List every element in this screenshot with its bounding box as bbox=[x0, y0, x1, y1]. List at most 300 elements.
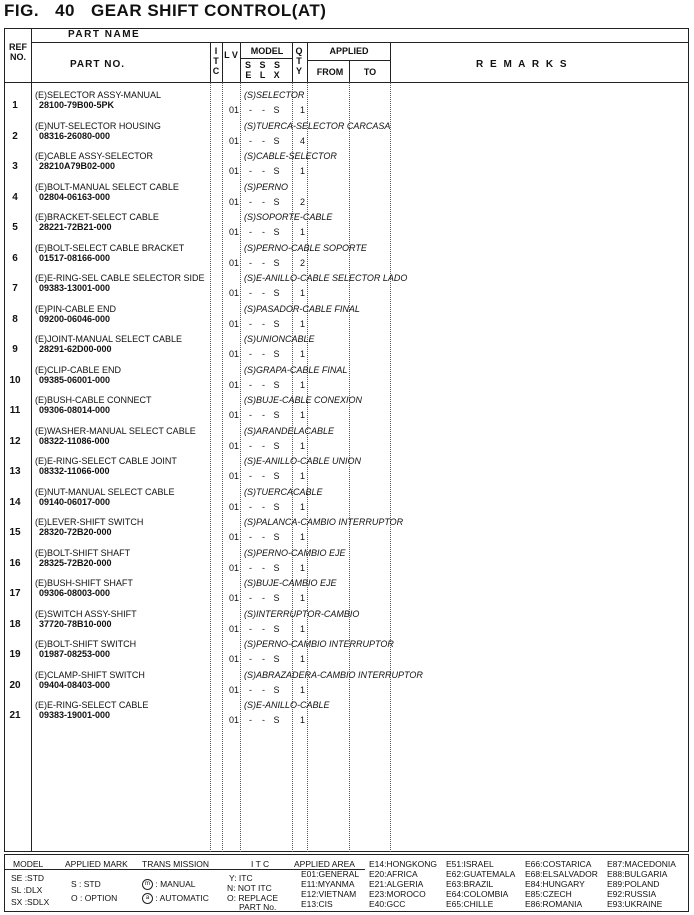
model-se: - bbox=[249, 532, 252, 542]
level-value: 01 bbox=[229, 288, 240, 298]
part-number: 09404-08403-000 bbox=[39, 679, 111, 690]
part-name: (E)NUT-MANUAL SELECT CABLE bbox=[35, 486, 175, 497]
table-row bbox=[4, 275, 689, 305]
model-se: - bbox=[249, 288, 252, 298]
ref-number: 11 bbox=[9, 405, 21, 416]
model-se: - bbox=[249, 105, 252, 115]
model-se: - bbox=[249, 562, 252, 573]
table-row bbox=[4, 547, 689, 580]
ref-number: 2 bbox=[12, 130, 18, 142]
model-applicability bbox=[244, 471, 283, 481]
legend-itc-header: I T C bbox=[251, 859, 270, 869]
model-sx: S bbox=[273, 532, 280, 542]
spanish-name: (S)PERNO-CAMBIO INTERRUPTOR bbox=[244, 639, 394, 649]
automatic-mark-icon: a bbox=[142, 893, 153, 904]
table-row bbox=[4, 153, 689, 183]
table-row bbox=[4, 669, 689, 702]
quantity: 2 bbox=[300, 257, 306, 268]
quantity: 1 bbox=[300, 562, 306, 573]
model-se: - bbox=[249, 654, 252, 664]
table-row bbox=[4, 702, 689, 732]
model-sl: - bbox=[262, 562, 265, 573]
quantity: 1 bbox=[300, 105, 306, 115]
model-applicability bbox=[244, 593, 283, 603]
fig-title: GEAR SHIFT CONTROL(AT) bbox=[90, 1, 327, 20]
divider bbox=[390, 42, 391, 82]
ref-number: 15 bbox=[9, 527, 21, 538]
legend-area-item: E51:ISRAEL bbox=[446, 859, 494, 869]
spanish-name: (S)INTERRUPTOR-CAMBIO bbox=[244, 608, 360, 619]
part-number: 09306-08003-000 bbox=[39, 588, 111, 598]
model-sx: S bbox=[273, 379, 280, 390]
model-applicability bbox=[244, 349, 283, 359]
table-row bbox=[4, 458, 689, 488]
part-name: (E)BUSH-SHIFT SHAFT bbox=[35, 578, 133, 588]
level-value: 01 bbox=[229, 227, 240, 237]
model-se: - bbox=[249, 623, 252, 634]
part-name: (E)E-RING-SELECT CABLE bbox=[35, 700, 149, 710]
quantity: 1 bbox=[300, 654, 306, 664]
ref-number: 1 bbox=[12, 100, 18, 111]
model-sl: - bbox=[262, 654, 265, 664]
model-applicability bbox=[244, 563, 283, 573]
quantity: 1 bbox=[300, 715, 306, 725]
spanish-name: (S)E-ANILLO-CABLE SELECTOR LADO bbox=[244, 273, 408, 283]
level-value: 01 bbox=[229, 593, 240, 603]
legend-area-item: E65:CHILLE bbox=[446, 899, 494, 909]
legend-mark-std: S : STD bbox=[71, 879, 101, 889]
model-sx: S bbox=[273, 593, 280, 603]
divider bbox=[240, 42, 241, 82]
model-se: - bbox=[249, 166, 252, 176]
part-name: (E)WASHER-MANUAL SELECT CABLE bbox=[35, 425, 196, 436]
model-sx: S bbox=[273, 166, 280, 176]
part-number: 28320-72B20-000 bbox=[39, 527, 112, 537]
model-se: - bbox=[249, 196, 252, 207]
lv-header: L V bbox=[224, 50, 238, 60]
legend-area-item: E93:UKRAINE bbox=[607, 899, 663, 909]
model-applicability bbox=[244, 166, 283, 176]
legend-itc-2: O: REPLACE bbox=[227, 893, 279, 903]
part-number: 09383-19001-000 bbox=[39, 710, 111, 720]
part-no-header: PART NO. bbox=[70, 59, 126, 70]
divider bbox=[4, 82, 689, 83]
level-value: 01 bbox=[229, 135, 240, 146]
legend-area-item: E92:RUSSIA bbox=[607, 889, 657, 899]
model-sx: S bbox=[273, 684, 280, 695]
model-sx: S bbox=[273, 105, 280, 115]
from-header: FROM bbox=[316, 67, 344, 77]
model-sx: S bbox=[273, 440, 280, 451]
quantity: 1 bbox=[300, 318, 306, 329]
legend-area-item: E89:POLAND bbox=[607, 879, 660, 889]
divider bbox=[240, 58, 292, 59]
ref-number: 10 bbox=[9, 374, 21, 386]
model-applicability bbox=[244, 532, 283, 542]
quantity: 1 bbox=[300, 227, 306, 237]
spanish-name: (S)PERNO-CABLE SOPORTE bbox=[244, 242, 367, 253]
table-row bbox=[4, 181, 689, 214]
model-sl: - bbox=[262, 440, 265, 451]
model-sl: - bbox=[262, 288, 265, 298]
model-sl: - bbox=[262, 501, 265, 512]
table-row bbox=[4, 92, 689, 122]
table-row bbox=[4, 641, 689, 671]
legend-area-item: E20:AFRICA bbox=[369, 869, 418, 879]
legend-trans-manual bbox=[142, 879, 196, 890]
legend-itc-0: Y: ITC bbox=[229, 873, 253, 883]
remarks-header: R E M A R K S bbox=[476, 59, 569, 70]
ref-number: 4 bbox=[12, 191, 18, 203]
legend bbox=[4, 854, 689, 912]
part-number: 08316-26080-000 bbox=[39, 130, 111, 141]
fig-number: 40 bbox=[55, 1, 75, 20]
legend-area-item: E85:CZECH bbox=[525, 889, 572, 899]
part-number: 09385-06001-000 bbox=[39, 374, 111, 385]
spanish-name: (S)E-ANILLO-CABLE bbox=[244, 700, 330, 710]
quantity: 1 bbox=[300, 593, 306, 603]
ref-number: 19 bbox=[9, 649, 21, 660]
spanish-name: (S)TUERCACABLE bbox=[244, 486, 323, 497]
model-se: - bbox=[249, 471, 252, 481]
part-number: 08332-11066-000 bbox=[39, 466, 110, 476]
model-se: - bbox=[249, 440, 252, 451]
table-row bbox=[4, 336, 689, 366]
quantity: 1 bbox=[300, 623, 306, 634]
part-name: (E)SWITCH ASSY-SHIFT bbox=[35, 608, 137, 619]
model-sx: S bbox=[273, 654, 280, 664]
model-sx: S bbox=[273, 227, 280, 237]
model-sx: S bbox=[273, 501, 280, 512]
quantity: 1 bbox=[300, 684, 306, 695]
legend-area-item: E63:BRAZIL bbox=[446, 879, 494, 889]
model-sl: - bbox=[262, 349, 265, 359]
quantity: 2 bbox=[300, 196, 306, 207]
model-sx: S bbox=[273, 318, 280, 329]
spanish-name: (S)PASADOR-CABLE FINAL bbox=[244, 303, 360, 314]
manual-mark-icon: m bbox=[142, 879, 153, 890]
model-sx: S bbox=[273, 135, 280, 146]
part-name: (E)E-RING-SEL CABLE SELECTOR SIDE bbox=[35, 273, 205, 283]
ref-number: 17 bbox=[9, 588, 21, 599]
level-value: 01 bbox=[229, 349, 240, 359]
legend-area-item: E12:VIETNAM bbox=[301, 889, 357, 899]
part-number: 09383-13001-000 bbox=[39, 283, 111, 293]
ref-number: 12 bbox=[9, 435, 21, 447]
level-value: 01 bbox=[229, 379, 240, 390]
legend-area-item: E86:ROMANIA bbox=[525, 899, 583, 909]
ref-number: 18 bbox=[9, 618, 21, 630]
ref-number: 20 bbox=[9, 679, 21, 691]
ref-number: 13 bbox=[9, 466, 21, 477]
part-number: 01987-08253-000 bbox=[39, 649, 111, 659]
model-sl: - bbox=[262, 166, 265, 176]
quantity: 1 bbox=[300, 471, 306, 481]
model-applicability bbox=[244, 319, 283, 329]
model-sl: - bbox=[262, 715, 265, 725]
model-se: - bbox=[249, 227, 252, 237]
model-sx: S bbox=[273, 715, 280, 725]
part-name: (E)SELECTOR ASSY-MANUAL bbox=[35, 90, 162, 100]
model-se: - bbox=[249, 135, 252, 146]
model-applicability bbox=[244, 288, 283, 298]
ref-number: 9 bbox=[12, 344, 18, 355]
spanish-name: (S)CABLE-SELECTOR bbox=[244, 151, 337, 161]
legend-itc-3: PART No. bbox=[239, 902, 277, 912]
model-se: - bbox=[249, 349, 252, 359]
part-name: (E)CLAMP-SHIFT SWITCH bbox=[35, 669, 145, 680]
spanish-name: (S)UNIONCABLE bbox=[244, 334, 315, 344]
legend-area-item: E01:GENERAL bbox=[301, 869, 360, 879]
level-value: 01 bbox=[229, 623, 240, 634]
ref-number: 3 bbox=[12, 161, 18, 172]
spanish-name: (S)SELECTOR bbox=[244, 90, 305, 100]
model-applicability bbox=[244, 227, 283, 237]
model-se: - bbox=[249, 501, 252, 512]
model-sx: S bbox=[273, 196, 280, 207]
quantity: 1 bbox=[300, 532, 306, 542]
legend-model-2: SX :SDLX bbox=[11, 897, 50, 907]
model-applicability bbox=[244, 502, 283, 512]
model-sx: S bbox=[273, 471, 280, 481]
fig-label: FIG. bbox=[4, 1, 40, 20]
spanish-name: (S)BUJE-CABLE CONEXION bbox=[244, 395, 363, 405]
model-sl: - bbox=[262, 196, 265, 207]
spanish-name: (S)PERNO bbox=[244, 181, 289, 192]
part-name: (E)BOLT-MANUAL SELECT CABLE bbox=[35, 181, 179, 192]
model-sx: S bbox=[273, 410, 280, 420]
level-value: 01 bbox=[229, 257, 240, 268]
part-name: (E)CLIP-CABLE END bbox=[35, 364, 122, 375]
level-value: 01 bbox=[229, 105, 240, 115]
model-se: - bbox=[249, 715, 252, 725]
itc-header: I T C bbox=[212, 46, 220, 76]
ref-number: 7 bbox=[12, 283, 18, 294]
part-name: (E)BOLT-SHIFT SHAFT bbox=[35, 547, 131, 558]
legend-model-0: SE :STD bbox=[11, 873, 45, 883]
level-value: 01 bbox=[229, 562, 240, 573]
model-applicability bbox=[244, 258, 283, 268]
spanish-name: (S)TUERCA-SELECTOR CARCASA bbox=[244, 120, 391, 131]
table-row bbox=[4, 364, 689, 397]
spanish-name: (S)PERNO-CAMBIO EJE bbox=[244, 547, 346, 558]
model-se: - bbox=[249, 318, 252, 329]
model-applicability bbox=[244, 380, 283, 390]
part-number: 28221-72B21-000 bbox=[39, 222, 112, 232]
level-value: 01 bbox=[229, 166, 240, 176]
quantity: 1 bbox=[300, 349, 306, 359]
model-sx: S bbox=[273, 562, 280, 573]
model-sl: - bbox=[262, 410, 265, 420]
part-number: 37720-78B10-000 bbox=[39, 618, 112, 629]
quantity: 1 bbox=[300, 166, 306, 176]
part-name: (E)LEVER-SHIFT SWITCH bbox=[35, 517, 144, 527]
part-name: (E)JOINT-MANUAL SELECT CABLE bbox=[35, 334, 183, 344]
legend-area-item: E23:MOROCO bbox=[369, 889, 426, 899]
model-applicability bbox=[244, 441, 283, 451]
part-name: (E)BUSH-CABLE CONNECT bbox=[35, 395, 152, 405]
ref-number: 16 bbox=[9, 557, 21, 569]
table-row bbox=[4, 214, 689, 244]
table-row bbox=[4, 519, 689, 549]
spanish-name: (S)PALANCA-CAMBIO INTERRUPTOR bbox=[244, 517, 404, 527]
table-row bbox=[4, 242, 689, 275]
part-name: (E)BRACKET-SELECT CABLE bbox=[35, 212, 159, 222]
model-se: - bbox=[249, 593, 252, 603]
legend-area-header: APPLIED AREA bbox=[294, 859, 355, 869]
table-row bbox=[4, 120, 689, 153]
part-number: 09306-08014-000 bbox=[39, 405, 111, 415]
level-value: 01 bbox=[229, 715, 240, 725]
model-applicability bbox=[244, 715, 283, 725]
legend-area-item: E87:MACEDONIA bbox=[607, 859, 676, 869]
part-name-header: PART NAME bbox=[68, 29, 141, 40]
part-name: (E)E-RING-SELECT CABLE JOINT bbox=[35, 456, 177, 466]
model-sl: - bbox=[262, 471, 265, 481]
level-value: 01 bbox=[229, 654, 240, 664]
model-se: - bbox=[249, 410, 252, 420]
spanish-name: (S)BUJE-CAMBIO EJE bbox=[244, 578, 337, 588]
qty-header: Q T Y bbox=[295, 46, 303, 76]
model-sl: - bbox=[262, 105, 265, 115]
model-applicability bbox=[244, 654, 283, 664]
model-applicability bbox=[244, 410, 283, 420]
legend-mark-option: O : OPTION bbox=[71, 893, 118, 903]
part-number: 01517-08166-000 bbox=[39, 252, 111, 263]
part-name: (E)NUT-SELECTOR HOUSING bbox=[35, 120, 161, 131]
model-applicability bbox=[244, 685, 283, 695]
legend-itc-1: N: NOT ITC bbox=[227, 883, 272, 893]
legend-trans-auto-label: : AUTOMATIC bbox=[155, 893, 209, 903]
model-sl: - bbox=[262, 684, 265, 695]
legend-area-item: E66:COSTARICA bbox=[525, 859, 592, 869]
model-sx: S bbox=[273, 257, 280, 268]
part-name: (E)PIN-CABLE END bbox=[35, 303, 117, 314]
model-cols-header: S S S E L X bbox=[244, 60, 283, 80]
legend-area-item: E62:GUATEMALA bbox=[446, 869, 516, 879]
spanish-name: (S)E-ANILLO-CABLE UNION bbox=[244, 456, 362, 466]
legend-applied-mark-header: APPLIED MARK bbox=[65, 859, 128, 869]
legend-model-header: MODEL bbox=[13, 859, 44, 869]
table-row bbox=[4, 608, 689, 641]
spanish-name: (S)ABRAZADERA-CAMBIO INTERRUPTOR bbox=[244, 669, 423, 680]
ref-number: 8 bbox=[12, 313, 18, 325]
part-name: (E)BOLT-SHIFT SWITCH bbox=[35, 639, 137, 649]
table-row bbox=[4, 303, 689, 336]
divider bbox=[307, 42, 308, 82]
level-value: 01 bbox=[229, 684, 240, 695]
spanish-name: (S)ARANDELACABLE bbox=[244, 425, 335, 436]
applied-header: APPLIED bbox=[329, 46, 369, 56]
model-se: - bbox=[249, 257, 252, 268]
model-sl: - bbox=[262, 257, 265, 268]
legend-area-item: E11:MYANMA bbox=[301, 879, 355, 889]
legend-area-item: E40:GCC bbox=[369, 899, 406, 909]
level-value: 01 bbox=[229, 532, 240, 542]
part-number: 09140-06017-000 bbox=[39, 496, 111, 507]
table-row bbox=[4, 580, 689, 610]
model-applicability bbox=[244, 624, 283, 634]
level-value: 01 bbox=[229, 440, 240, 451]
to-header: TO bbox=[363, 67, 377, 77]
model-sl: - bbox=[262, 227, 265, 237]
table-row bbox=[4, 486, 689, 519]
level-value: 01 bbox=[229, 501, 240, 512]
part-number: 08322-11086-000 bbox=[39, 435, 110, 446]
spanish-name: (S)SOPORTE-CABLE bbox=[244, 212, 333, 222]
spanish-name: (S)GRAPA-CABLE FINAL bbox=[244, 364, 348, 375]
table-row bbox=[4, 425, 689, 458]
level-value: 01 bbox=[229, 318, 240, 329]
quantity: 4 bbox=[300, 135, 306, 146]
legend-area-item: E64:COLOMBIA bbox=[446, 889, 509, 899]
model-sl: - bbox=[262, 623, 265, 634]
ref-number: 6 bbox=[12, 252, 18, 264]
level-value: 01 bbox=[229, 410, 240, 420]
table-row bbox=[4, 397, 689, 427]
part-number: 28291-62D00-000 bbox=[39, 344, 112, 354]
part-number: 28210A79B02-000 bbox=[39, 161, 116, 171]
part-name: (E)CABLE ASSY-SELECTOR bbox=[35, 151, 154, 161]
quantity: 1 bbox=[300, 379, 306, 390]
legend-area-item: E21:ALGERIA bbox=[369, 879, 424, 889]
divider bbox=[349, 60, 350, 82]
model-sx: S bbox=[273, 623, 280, 634]
legend-area-item: E84:HUNGARY bbox=[525, 879, 585, 889]
legend-area-item: E13:CIS bbox=[301, 899, 333, 909]
quantity: 1 bbox=[300, 501, 306, 512]
divider bbox=[292, 42, 293, 82]
ref-number: 21 bbox=[9, 710, 21, 721]
legend-trans-manual-label: : MANUAL bbox=[155, 879, 196, 889]
ref-number: 14 bbox=[9, 496, 21, 508]
quantity: 1 bbox=[300, 440, 306, 451]
part-number: 28325-72B20-000 bbox=[39, 557, 112, 568]
model-se: - bbox=[249, 684, 252, 695]
model-sl: - bbox=[262, 318, 265, 329]
divider bbox=[222, 42, 223, 82]
part-number: 09200-06046-000 bbox=[39, 313, 111, 324]
part-name: (E)BOLT-SELECT CABLE BRACKET bbox=[35, 242, 185, 253]
ref-no-header: REF NO. bbox=[9, 42, 27, 62]
model-applicability bbox=[244, 136, 283, 146]
legend-area-item: E88:BULGARIA bbox=[607, 869, 668, 879]
quantity: 1 bbox=[300, 410, 306, 420]
page-title bbox=[4, 1, 326, 21]
legend-trans-auto bbox=[142, 893, 209, 904]
model-sx: S bbox=[273, 288, 280, 298]
legend-area-item: E68:ELSALVADOR bbox=[525, 869, 598, 879]
model-sl: - bbox=[262, 135, 265, 146]
legend-model-1: SL :DLX bbox=[11, 885, 43, 895]
model-header: MODEL bbox=[250, 46, 284, 56]
part-number: 28100-79B00-5PK bbox=[39, 100, 115, 110]
legend-area-item: E14:HONGKONG bbox=[369, 859, 438, 869]
ref-number: 5 bbox=[12, 222, 18, 233]
model-sx: S bbox=[273, 349, 280, 359]
quantity: 1 bbox=[300, 288, 306, 298]
model-applicability bbox=[244, 197, 283, 207]
level-value: 01 bbox=[229, 471, 240, 481]
part-number: 02804-06163-000 bbox=[39, 191, 111, 202]
legend-trans-header: TRANS MISSION bbox=[142, 859, 210, 869]
model-sl: - bbox=[262, 593, 265, 603]
level-value: 01 bbox=[229, 196, 240, 207]
divider bbox=[31, 42, 689, 43]
model-applicability bbox=[244, 105, 283, 115]
model-sl: - bbox=[262, 379, 265, 390]
model-se: - bbox=[249, 379, 252, 390]
